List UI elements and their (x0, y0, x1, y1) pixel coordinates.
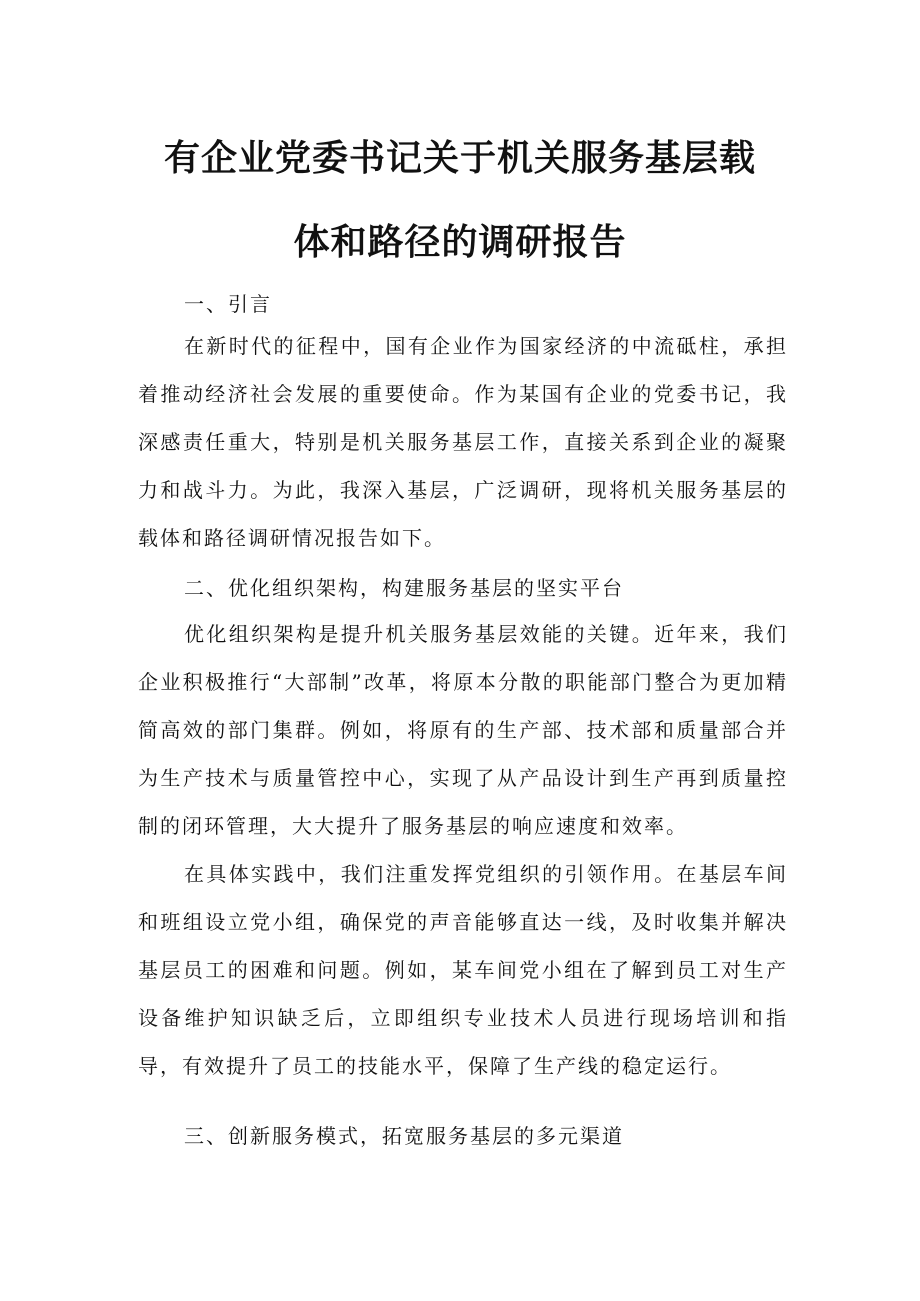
paragraph-introduction: 在新时代的征程中，国有企业作为国家经济的中流砥柱，承担着推动经济社会发展的重要使命。作为某国有企业的党委书记，我深感责任重大，特别是机关服务基层工作，直接关系到企业的凝聚力和战斗力。为此，我深入基层，广泛调研，现将机关服务基层的载体和路径调研情况报告如下。 (138, 334, 788, 550)
section-heading-service-model: 三、创新服务模式，拓宽服务基层的多元渠道 (184, 1124, 624, 1148)
section-heading-organization: 二、优化组织架构，构建服务基层的坚实平台 (184, 576, 624, 600)
document-title-line-1: 有企业党委书记关于机关服务基层载 (163, 138, 756, 179)
paragraph-organization-1: 优化组织架构是提升机关服务基层效能的关键。近年来，我们企业积极推行“大部制”改革，将原本分散的职能部门整合为更加精简高效的部门集群。例如，将原有的生产部、技术部和质量部合并为生产技术与质量管控中心，实现了从产品设计到生产再到质量控制的闭环管理，大大提升了服务基层的响应速度和效率。 (138, 622, 788, 838)
section-organization-body (138, 610, 788, 1090)
document-title-line-2: 体和路径的调研报告 (293, 222, 627, 263)
section-introduction-body (138, 322, 788, 562)
section-heading-introduction: 一、引言 (184, 292, 272, 316)
paragraph-organization-2: 在具体实践中，我们注重发挥党组织的引领作用。在基层车间和班组设立党小组，确保党的声音能够直达一线，及时收集并解决基层员工的困难和问题。例如，某车间党小组在了解到员工对生产设备维护知识缺乏后，立即组织专业技术人员进行现场培训和指导，有效提升了员工的技能水平，保障了生产线的稳定运行。 (138, 862, 788, 1078)
